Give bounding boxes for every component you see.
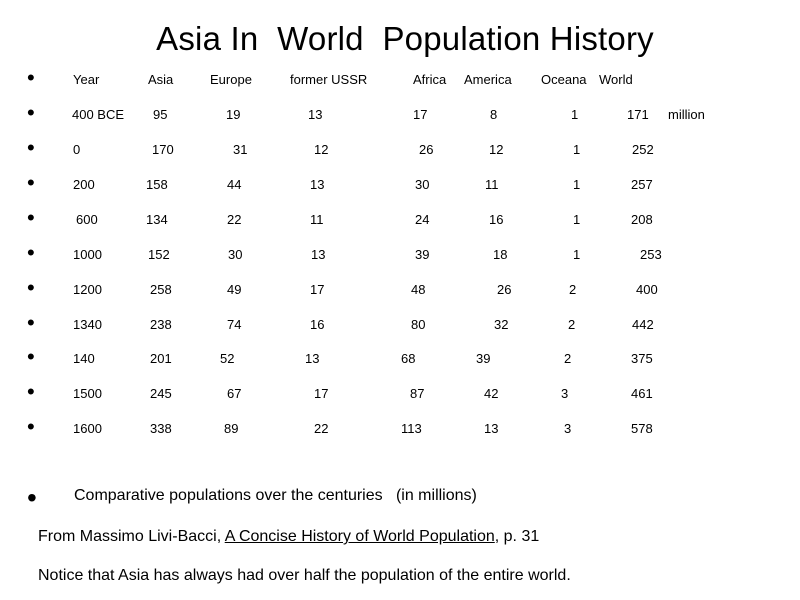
bullet: • <box>27 344 35 369</box>
unit-label: million <box>668 107 705 122</box>
cell-world: 252 <box>632 142 654 157</box>
cell-oceana: 3 <box>564 421 572 436</box>
cell-oceana: 2 <box>568 317 576 332</box>
cell-africa: 26 <box>419 142 434 157</box>
cell-ussr: 17 <box>314 386 329 401</box>
cell-ussr: 17 <box>310 282 325 297</box>
cell-oceana: 3 <box>561 386 569 401</box>
cell-america: 11 <box>485 177 499 192</box>
cell-world: 375 <box>631 351 653 366</box>
cell-africa: 87 <box>410 386 425 401</box>
header-europe: Europe <box>210 72 252 87</box>
cell-year: 140 <box>73 351 95 366</box>
cell-year: 400 BCE <box>72 107 125 122</box>
cell-oceana: 1 <box>573 142 581 157</box>
cell-africa: 48 <box>411 282 426 297</box>
cell-asia: 245 <box>150 386 172 401</box>
header-africa: Africa <box>413 72 447 87</box>
bullet: • <box>27 100 35 125</box>
header-asia: Asia <box>148 72 174 87</box>
cell-year: 200 <box>73 177 95 192</box>
cell-europe: 49 <box>227 282 242 297</box>
cell-year: 1340 <box>73 317 102 332</box>
header-ussr: former USSR <box>290 72 368 87</box>
cell-europe: 31 <box>233 142 248 157</box>
cell-america: 8 <box>490 107 498 122</box>
cell-world: 442 <box>632 317 654 332</box>
cell-ussr: 11 <box>310 212 324 227</box>
cell-ussr: 12 <box>314 142 329 157</box>
cell-america: 32 <box>494 317 509 332</box>
cell-america: 16 <box>489 212 504 227</box>
cell-europe: 22 <box>227 212 242 227</box>
cell-africa: 17 <box>413 107 428 122</box>
cell-africa: 30 <box>415 177 430 192</box>
cell-world: 171 <box>627 107 649 122</box>
header-america: America <box>464 72 512 87</box>
footnote: Notice that Asia has always had over half the population of the entire world. <box>38 567 571 584</box>
cell-europe: 30 <box>228 247 243 262</box>
cell-america: 13 <box>484 421 499 436</box>
cell-europe: 74 <box>227 317 242 332</box>
cell-america: 42 <box>484 386 499 401</box>
cell-ussr: 13 <box>308 107 323 122</box>
cell-oceana: 1 <box>571 107 579 122</box>
cell-oceana: 2 <box>564 351 572 366</box>
cell-ussr: 16 <box>310 317 325 332</box>
bullet: • <box>27 379 35 404</box>
cell-ussr: 13 <box>311 247 326 262</box>
bullet: • <box>27 310 35 335</box>
source-book-title: A Concise History of World Population <box>224 528 495 545</box>
cell-europe: 19 <box>226 107 241 122</box>
cell-year: 0 <box>73 142 81 157</box>
source-suffix: , p. 31 <box>494 528 540 545</box>
cell-asia: 201 <box>150 351 172 366</box>
cell-oceana: 1 <box>573 212 581 227</box>
bullet: • <box>27 414 35 439</box>
cell-europe: 44 <box>227 177 242 192</box>
cell-africa: 24 <box>415 212 430 227</box>
cell-asia: 95 <box>153 107 168 122</box>
cell-america: 26 <box>497 282 512 297</box>
cell-oceana: 1 <box>573 177 581 192</box>
source-citation <box>38 528 539 546</box>
cell-america: 18 <box>493 247 508 262</box>
table-caption: Comparative populations over the centuries (in millions) <box>74 487 477 504</box>
bullet: • <box>27 65 35 90</box>
cell-world: 208 <box>631 212 653 227</box>
cell-africa: 39 <box>415 247 430 262</box>
cell-oceana: 2 <box>569 282 577 297</box>
cell-world: 578 <box>631 421 653 436</box>
cell-asia: 134 <box>146 212 168 227</box>
cell-year: 1500 <box>73 386 102 401</box>
cell-year: 1600 <box>73 421 102 436</box>
cell-oceana: 1 <box>573 247 581 262</box>
cell-africa: 80 <box>411 317 426 332</box>
cell-africa: 113 <box>401 421 422 436</box>
slide-title: Asia In World Population History <box>156 20 654 57</box>
cell-asia: 258 <box>150 282 172 297</box>
bullet-caption: • <box>27 482 37 513</box>
cell-asia: 170 <box>152 142 174 157</box>
cell-world: 253 <box>640 247 662 262</box>
cell-year: 600 <box>76 212 98 227</box>
bullet: • <box>27 275 35 300</box>
cell-ussr: 13 <box>310 177 325 192</box>
cell-world: 461 <box>631 386 653 401</box>
header-year: Year <box>73 72 100 87</box>
cell-year: 1200 <box>73 282 102 297</box>
bullet: • <box>27 205 35 230</box>
bullet: • <box>27 240 35 265</box>
cell-asia: 152 <box>148 247 170 262</box>
cell-europe: 89 <box>224 421 239 436</box>
cell-world: 400 <box>636 282 658 297</box>
cell-year: 1000 <box>73 247 102 262</box>
bullet: • <box>27 170 35 195</box>
cell-ussr: 22 <box>314 421 329 436</box>
header-world: World <box>599 72 633 87</box>
cell-asia: 338 <box>150 421 172 436</box>
cell-world: 257 <box>631 177 653 192</box>
source-prefix: From Massimo Livi-Bacci, <box>38 528 225 545</box>
cell-ussr: 13 <box>305 351 320 366</box>
header-oceana: Oceana <box>541 72 587 87</box>
bullet: • <box>27 135 35 160</box>
cell-europe: 67 <box>227 386 242 401</box>
cell-asia: 238 <box>150 317 172 332</box>
cell-africa: 68 <box>401 351 416 366</box>
cell-europe: 52 <box>220 351 235 366</box>
cell-america: 39 <box>476 351 491 366</box>
cell-asia: 158 <box>146 177 168 192</box>
cell-america: 12 <box>489 142 504 157</box>
